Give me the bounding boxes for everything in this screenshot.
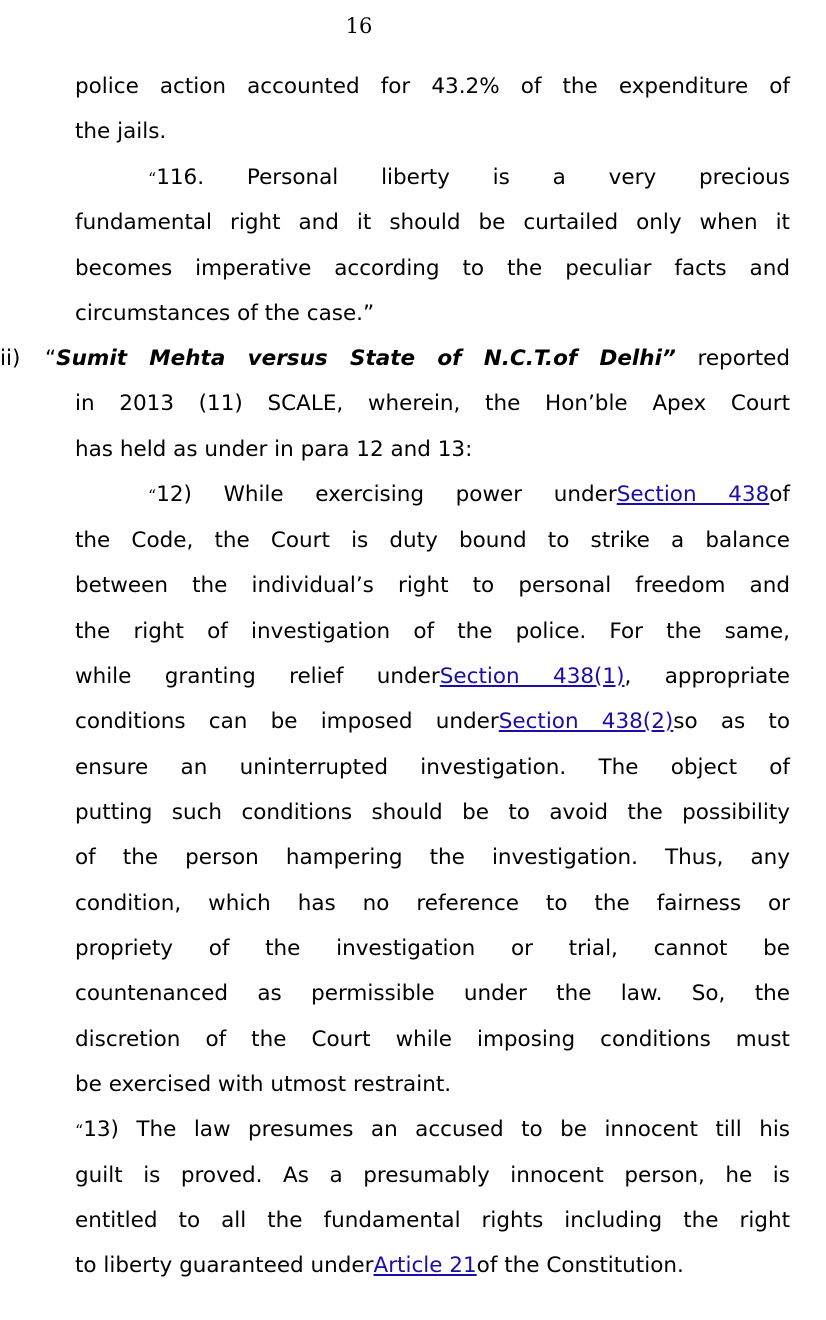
- text-line: discretion of the Court while imposing conditions must: [75, 1027, 790, 1052]
- quote-line: [148, 167, 790, 189]
- article-21-link[interactable]: Article 21: [373, 1253, 477, 1278]
- text-line: of the person hampering the investigation. Thus, any: [75, 845, 790, 870]
- text-line: has held as under in para 12 and 13:: [75, 437, 473, 462]
- text-line: in 2013 (11) SCALE, wherein, the Hon’ble Apex Court: [75, 391, 790, 416]
- text-span: 116. Personal liberty is a very precious: [156, 165, 790, 190]
- text-line: [75, 711, 790, 733]
- text-line: countenanced as permissible under the law. So, the: [75, 981, 790, 1006]
- quote-line: [75, 1119, 790, 1141]
- text-line: propriety of the investigation or trial, cannot be: [75, 936, 790, 961]
- text-span: reported: [675, 346, 790, 371]
- text-line: becomes imperative according to the peculiar facts and: [75, 256, 790, 281]
- text-span: , appropriate: [624, 664, 790, 689]
- page-number: 16: [345, 14, 373, 38]
- text-span: 13) The law presumes an accused to be innocent till his: [83, 1117, 790, 1142]
- text-line: police action accounted for 43.2% of the expenditure of: [75, 74, 790, 99]
- text-line: entitled to all the fundamental rights including the right: [75, 1208, 790, 1233]
- text-line: be exercised with utmost restraint.: [75, 1072, 452, 1097]
- quote-mark: “: [75, 1121, 84, 1140]
- case-name: Sumit Mehta versus State of N.C.T.of Delhi”: [56, 346, 676, 371]
- text-span: while granting relief under: [75, 664, 440, 689]
- text-line: condition, which has no reference to the fairness or: [75, 891, 790, 916]
- text-line: [75, 666, 790, 688]
- quote-mark: “: [148, 169, 157, 188]
- quote-mark: “: [148, 486, 157, 505]
- list-marker: ii): [0, 346, 21, 371]
- text-line: the jails.: [75, 119, 167, 144]
- text-span: of: [769, 482, 790, 507]
- text-line: ensure an uninterrupted investigation. The object of: [75, 755, 790, 780]
- text-line: [75, 1255, 684, 1277]
- quote-mark: “: [45, 346, 57, 371]
- text-line: guilt is proved. As a presumably innocent person, he is: [75, 1163, 790, 1188]
- section-438-2-link[interactable]: Section 438(2): [498, 709, 674, 734]
- section-438-1-link[interactable]: Section 438(1): [439, 664, 625, 689]
- text-line: fundamental right and it should be curtailed only when it: [75, 210, 790, 235]
- case-citation-line: [45, 348, 790, 370]
- text-span: of the Constitution.: [476, 1253, 684, 1278]
- text-span: conditions can be imposed under: [75, 709, 499, 734]
- text-span: 12) While exercising power under: [156, 482, 617, 507]
- section-438-link[interactable]: Section 438: [616, 482, 770, 507]
- quote-line: [148, 484, 790, 506]
- text-line: circumstances of the case.”: [75, 301, 375, 326]
- text-line: the Code, the Court is duty bound to strike a balance: [75, 528, 790, 553]
- text-line: between the individual’s right to personal freedom and: [75, 573, 790, 598]
- text-line: putting such conditions should be to avoid the possibility: [75, 800, 790, 825]
- text-span: to liberty guaranteed under: [75, 1253, 374, 1278]
- text-line: the right of investigation of the police. For the same,: [75, 619, 790, 644]
- text-span: so as to: [673, 709, 790, 734]
